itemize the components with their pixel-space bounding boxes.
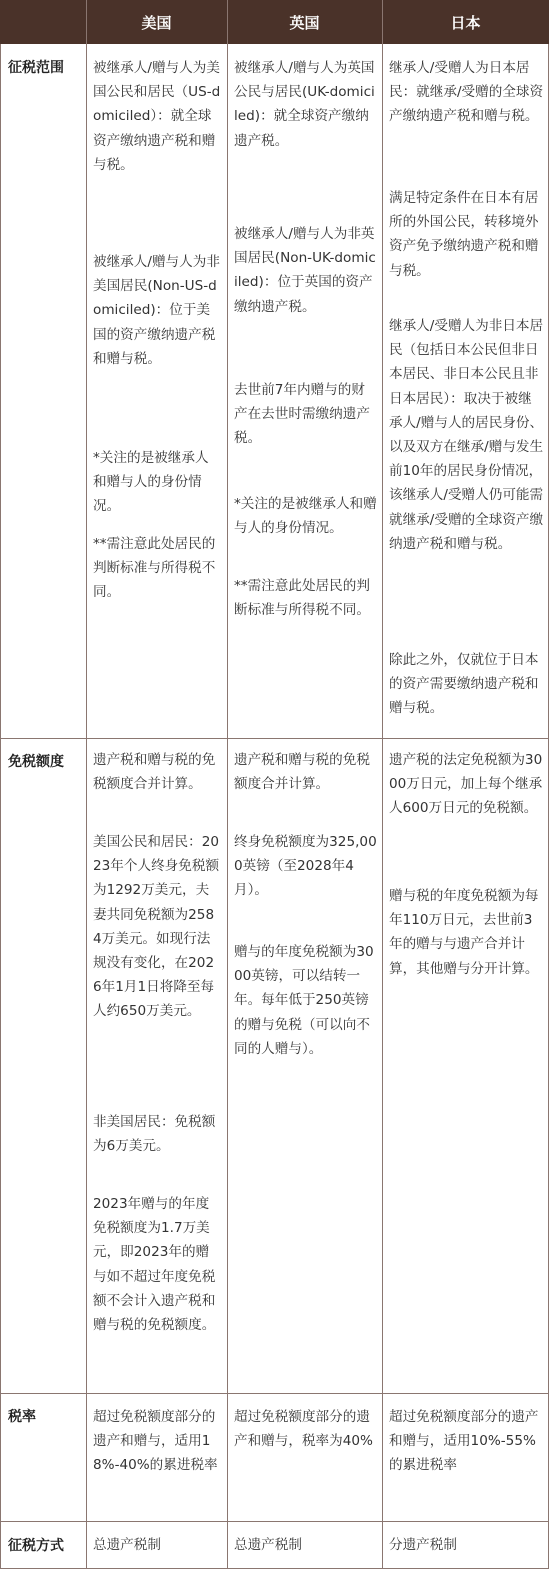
row-divider (0, 738, 549, 739)
cell-paragraph: 满足特定条件在日本有居所的外国公民，转移境外资产免予缴纳遗产税和赠与税。 (389, 190, 539, 279)
cell-paragraph: 2023年赠与的年度免税额度为1.7万美元，即2023年的赠与如不超过年度免税额不会计入遗产税和赠与税的免税额度。 (93, 1196, 216, 1334)
cell-paragraph: 终身免税额度为325,000英镑（至2028年4月）。 (234, 834, 377, 899)
column-divider (227, 44, 228, 1569)
cell-paragraph: *关注的是被继承人和赠与人的身份情况。 (93, 450, 209, 515)
cell-paragraph: 遗产税和赠与税的免税额度合并计算。 (234, 752, 370, 793)
row-label-exemption: 免税额度 (8, 754, 64, 770)
column-header-uk: 英国 (289, 13, 320, 32)
cell-paragraph: 被继承人/赠与人为非英国居民(Non-UK-domiciled)：位于英国的资产缴纳遗产税。 (234, 226, 376, 315)
cell-paragraph: **需注意此处居民的判断标准与所得税不同。 (234, 578, 370, 619)
cell-paragraph: 遗产税和赠与税的免税额度合并计算。 (93, 752, 216, 793)
cell-method-jp: 分遗产税制 (389, 1537, 457, 1553)
cell-rate-us: 超过免税额度部分的遗产和赠与，适用18%-40%的累进税率 (93, 1409, 218, 1474)
row-divider (0, 1521, 549, 1522)
cell-paragraph: 美国公民和居民：2023年个人终身免税额为1292万美元，夫妻共同免税额为2584万美元。如现行法规没有变化，在2026年1月1日将降至每人约650万美元。 (93, 834, 220, 1020)
cell-method-us: 总遗产税制 (93, 1537, 161, 1553)
row-label-rate: 税率 (8, 1409, 36, 1425)
table-header (0, 0, 549, 44)
cell-paragraph: **需注意此处居民的判断标准与所得税不同。 (93, 536, 216, 601)
column-header-us: 美国 (141, 13, 172, 32)
cell-paragraph: 继承人/受赠人为日本居民：就继承/受赠的全球资产缴纳遗产税和赠与税。 (389, 60, 544, 125)
row-label-method: 征税方式 (8, 1538, 64, 1554)
cell-paragraph: 除此之外，仅就位于日本的资产需要缴纳遗产税和赠与税。 (389, 652, 539, 717)
column-divider (382, 44, 383, 1569)
row-label-scope: 征税范围 (8, 60, 64, 76)
column-divider (86, 44, 87, 1569)
cell-method-uk: 总遗产税制 (234, 1537, 302, 1553)
table-border-left (0, 44, 1, 1569)
cell-paragraph: 遗产税的法定免税额为3000万日元，加上每个继承人600万日元的免税额。 (389, 752, 543, 817)
cell-paragraph: 非美国居民：免税额为6万美元。 (93, 1114, 216, 1155)
cell-paragraph: 赠与税的年度免税额为每年110万日元，去世前3年的赠与与遗产合并计算，其他赠与分开计算。 (389, 888, 539, 977)
cell-paragraph: *关注的是被继承人和赠与人的身份情况。 (234, 496, 377, 537)
cell-rate-uk: 超过免税额度部分的遗产和赠与，税率为40% (234, 1409, 373, 1450)
cell-paragraph: 去世前7年内赠与的财产在去世时需缴纳遗产税。 (234, 382, 370, 447)
cell-paragraph: 赠与的年度免税额为3000英镑，可以结转一年。每年低于250英镑的赠与免税（可以向不同的人赠与）。 (234, 944, 374, 1057)
cell-paragraph: 被继承人/赠与人为英国公民与居民(UK-domiciled)：就全球资产缴纳遗产税。 (234, 60, 375, 149)
column-header-jp: 日本 (450, 13, 481, 32)
cell-paragraph: 被继承人/赠与人为美国公民和居民（US-domiciled）：就全球资产缴纳遗产税和赠与税。 (93, 60, 221, 173)
cell-paragraph: 被继承人/赠与人为非美国居民(Non-US-domiciled)：位于美国的资产缴纳遗产税和赠与税。 (93, 254, 220, 367)
row-divider (0, 1393, 549, 1394)
cell-paragraph: 继承人/受赠人为非日本居民（包括日本公民但非日本居民、非日本公民且非日本居民）：取决于被继承人/赠与人的居民身份、以及双方在继承/赠与发生前10年的居民身份情况，该继承人/受赠人仍可能需就继承/受赠的全球资产缴纳遗产税和赠与税。 (389, 318, 544, 552)
cell-rate-jp: 超过免税额度部分的遗产和赠与，适用10%-55%的累进税率 (389, 1409, 539, 1474)
